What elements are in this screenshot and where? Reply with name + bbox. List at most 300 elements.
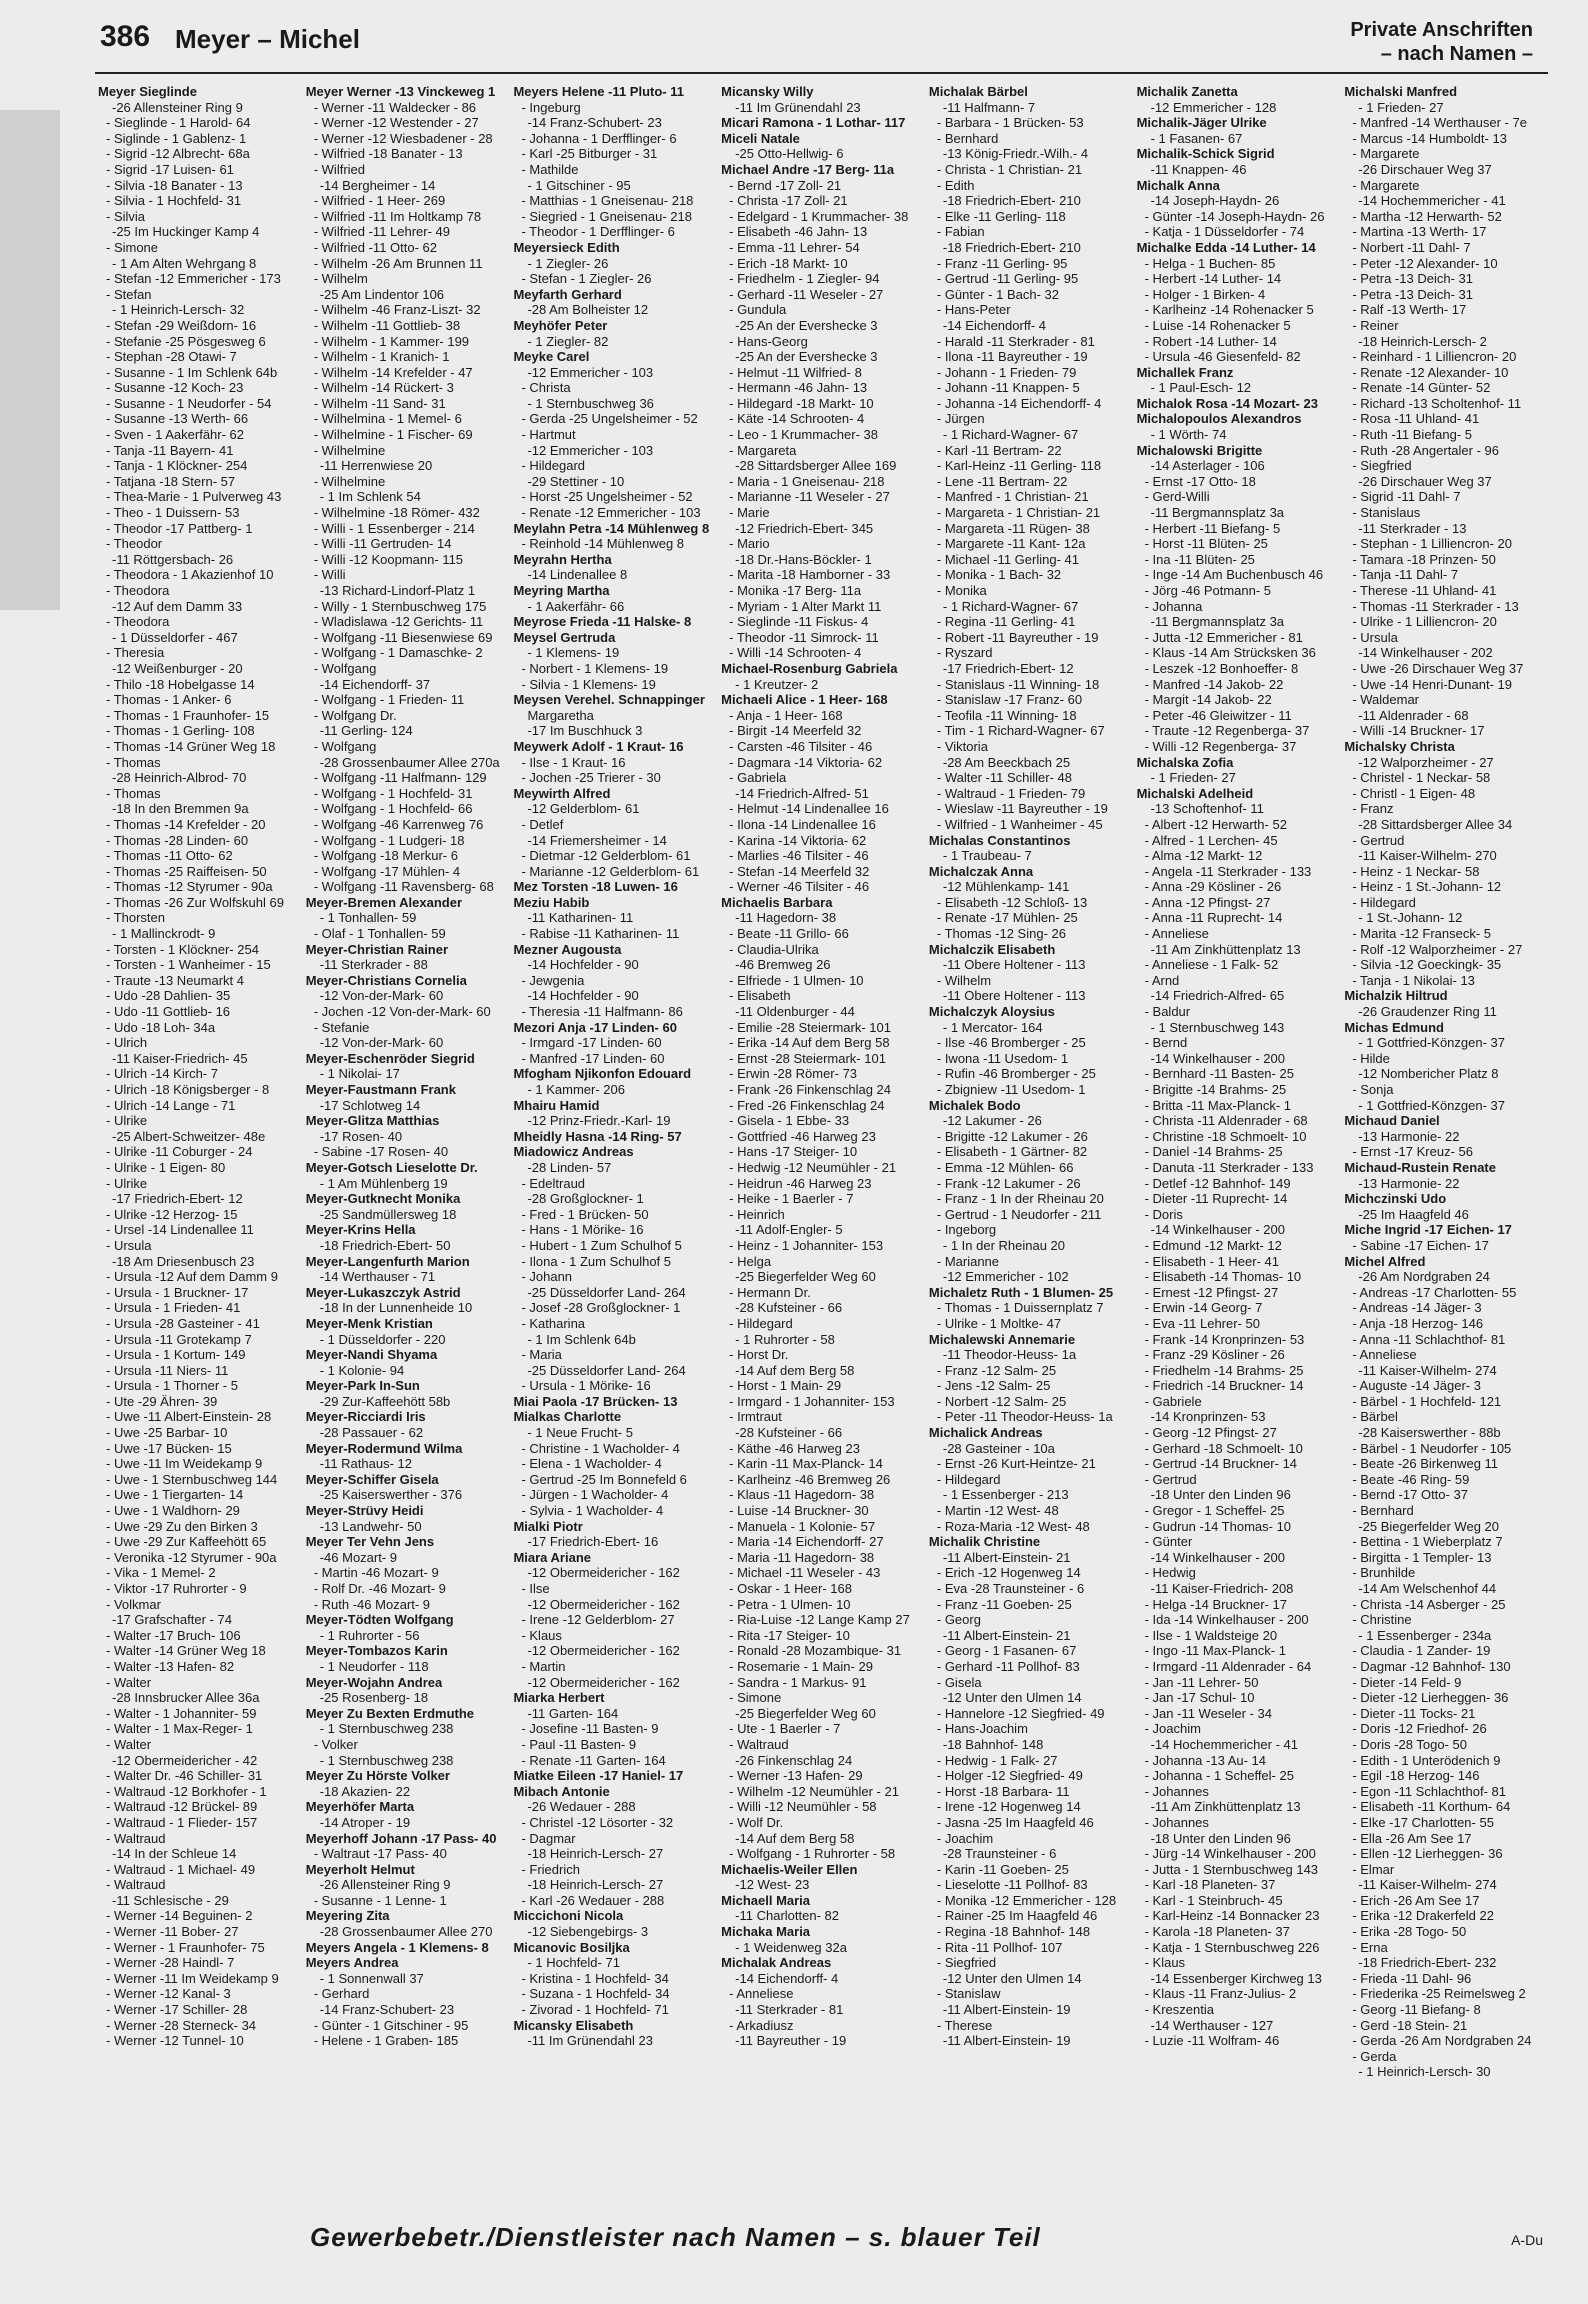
person-entry: - Bernd -17 Zoll- 21 (729, 177, 842, 193)
person-entry: - Marlies -46 Tilsiter - 46 (729, 848, 869, 864)
page-number: 386 (100, 20, 151, 53)
person-entry: - Hildegard (729, 1315, 793, 1331)
person-entry: - Ernst -26 Kurt-Heintze- 21 (936, 1456, 1096, 1472)
address-line: -14 Kronprinzen- 53 (1150, 1409, 1266, 1425)
person-entry: - Frank -12 Lakumer - 26 (936, 1175, 1081, 1191)
address-line: - 1 Gottfried-Könzgen- 37 (1358, 1035, 1506, 1051)
address-line: -11 Obere Holtener - 113 (942, 957, 1086, 973)
person-entry: - Ursula (1352, 629, 1398, 645)
person-entry: - Johann -11 Knappen- 5 (936, 380, 1080, 396)
person-entry: - Suzana - 1 Hochfeld- 34 (521, 1986, 670, 2002)
person-entry: - Brigitte -14 Brahms- 25 (1144, 1082, 1287, 1097)
person-entry: - Christine - 1 Wacholder- 4 (521, 1440, 680, 1456)
person-entry: - Ilse - 1 Waldsteige 20 (1144, 1627, 1278, 1643)
person-entry: - Margit -14 Jakob- 22 (1144, 692, 1272, 708)
address-line: -17 Friedrich-Ebert- 12 (942, 660, 1074, 676)
person-entry: - Margarete (1352, 177, 1420, 193)
person-entry: - Udo -11 Gottlieb- 16 (106, 1004, 231, 1020)
person-entry: - Gertrud (1144, 1471, 1197, 1487)
address-line: -28 Linden- 57 (527, 1159, 612, 1175)
person-entry: - Frank -14 Kronprinzen- 53 (1144, 1331, 1305, 1347)
surname-entry: Mfogham Njikonfon Edouard (513, 1066, 692, 1082)
person-entry: - Wolfgang -17 Mühlen- 4 (313, 863, 461, 879)
person-entry: - Walter -14 Grüner Weg 18 (106, 1643, 266, 1659)
surname-entry: Michaka Maria (721, 1924, 811, 1940)
surname-entry: Meyers Andrea (305, 1955, 399, 1971)
person-entry: - Johann - 1 Frieden- 79 (936, 364, 1077, 380)
person-entry: - Irmgard - 1 Johanniter- 153 (729, 1393, 895, 1409)
person-entry: - Anja -18 Herzog- 146 (1352, 1315, 1484, 1331)
person-entry: - Karl - 1 Steinbruch- 45 (1144, 1892, 1283, 1908)
address-line: -14 Lindenallee 8 (527, 567, 628, 583)
person-entry: - Ernst -28 Steiermark- 101 (729, 1050, 886, 1066)
surname-entry: Meyer Werner -13 Vinckeweg 1 (305, 84, 496, 99)
person-entry: - Rabise -11 Katharinen- 11 (521, 926, 680, 942)
person-entry: - Wilhelmine - 1 Fischer- 69 (313, 427, 473, 443)
person-entry: - Wilhelm -14 Krefelder - 47 (313, 364, 473, 380)
header-rule (95, 72, 1548, 74)
person-entry: - Andreas -17 Charlotten- 55 (1352, 1284, 1517, 1300)
person-entry: - Udo -18 Loh- 34a (106, 1019, 216, 1035)
surname-entry: Meyer Ter Vehn Jens (305, 1534, 435, 1550)
person-entry: - Willi - 1 Essenberger - 214 (313, 520, 475, 536)
person-entry: - Joachim (1144, 1721, 1201, 1737)
surname-entry: Michallek Franz (1136, 364, 1234, 380)
person-entry: - Tamara -18 Prinzen- 50 (1352, 551, 1496, 567)
column-5 (929, 84, 1133, 2194)
address-line: -11 Albert-Einstein- 21 (942, 1627, 1071, 1643)
person-entry: - Wolfgang (313, 738, 377, 754)
address-line: -11 Obere Holtener - 113 (942, 988, 1086, 1004)
address-line: - 1 Wörth- 74 (1150, 427, 1227, 443)
surname-entry: Meyer-Christian Rainer (305, 941, 449, 957)
address-line: -14 Auf dem Berg 58 (735, 1830, 855, 1846)
person-entry: - Silvia -12 Goeckingk- 35 (1352, 957, 1502, 973)
address-line: -14 Werthauser - 71 (319, 1269, 436, 1285)
address-line: - 1 Gitschiner - 95 (527, 177, 631, 193)
person-entry: - Claudia-Ulrika (729, 941, 819, 957)
surname-entry: Michalzik Hiltrud (1344, 988, 1448, 1004)
surname-entry: Michalek Bodo (928, 1097, 1021, 1113)
person-entry: - Günter - 1 Bach- 32 (936, 286, 1059, 302)
person-entry: - Stanislaus (1352, 505, 1421, 521)
address-line: - 1 Sonnenwall 37 (319, 1970, 424, 1986)
person-entry: - Karl -18 Planeten- 37 (1144, 1877, 1276, 1893)
person-entry: - Wilhelm -11 Sand- 31 (313, 395, 446, 411)
address-line: -13 Harmonie- 22 (1358, 1175, 1460, 1191)
person-entry: - Josef -28 Großglockner- 1 (521, 1300, 681, 1316)
person-entry: - Ulrich -14 Kirch- 7 (106, 1066, 218, 1082)
person-entry: - Werner -12 Wiesbadener - 28 (313, 130, 493, 146)
person-entry: - Brunhilde (1352, 1565, 1416, 1581)
address-line: -26 Dirschauer Weg 37 (1358, 473, 1492, 489)
address-line: - 1 Hochfeld- 71 (527, 1955, 620, 1971)
person-entry: - Ingeborg (936, 1222, 997, 1238)
person-entry: - Irmgard -11 Aldenrader - 64 (1144, 1658, 1312, 1674)
person-entry: - Franz -11 Goeben- 25 (936, 1596, 1072, 1612)
surname-entry: Meyer Zu Hörste Volker (305, 1768, 450, 1784)
address-line: -14 Franz-Schubert- 23 (527, 115, 662, 131)
person-entry: - Franz (1352, 801, 1394, 817)
person-entry: - Theodor -11 Simrock- 11 (729, 629, 879, 645)
person-entry: - Gabriela (729, 770, 787, 786)
person-entry: - Wolfgang Dr. (313, 707, 397, 723)
person-entry: - Herbert -14 Luther- 14 (1144, 271, 1282, 287)
person-entry: - Daniel -14 Brahms- 25 (1144, 1144, 1283, 1160)
person-entry: - Regina -11 Gerling- 41 (936, 614, 1076, 630)
address-line: -11 Adolf-Engler- 5 (735, 1222, 843, 1238)
person-entry: - Renate -14 Günter- 52 (1352, 380, 1491, 396)
person-entry: - Jürg -14 Winkelhauser - 200 (1144, 1846, 1316, 1862)
person-entry: - Marita -18 Hamborner - 33 (729, 567, 891, 583)
surname-entry: Mheidly Hasna -14 Ring- 57 (513, 1128, 682, 1144)
person-entry: - Wilfried -11 Im Holtkamp 78 (313, 208, 482, 224)
person-entry: - Karin -11 Max-Planck- 14 (729, 1456, 883, 1472)
person-entry: - Myriam - 1 Alter Markt 11 (729, 598, 882, 614)
person-entry: - Heidrun -46 Harweg 23 (729, 1175, 872, 1191)
person-entry: - Petra -13 Deich- 31 (1352, 286, 1473, 302)
person-entry: - Hans-Joachim (936, 1721, 1028, 1737)
person-entry: - Teofila -11 Winning- 18 (936, 707, 1077, 723)
person-entry: - Ursula -11 Niers- 11 (106, 1362, 229, 1378)
person-entry: - Siegried - 1 Gneisenau- 218 (521, 208, 692, 224)
person-entry: - Uwe -11 Albert-Einstein- 28 (106, 1409, 272, 1425)
column-4 (721, 84, 925, 2194)
address-line: - 1 Ziegler- 82 (527, 333, 609, 349)
person-entry: - Ulrich -18 Königsberger - 8 (106, 1082, 270, 1097)
address-line: - 1 Essenberger - 234a (1358, 1627, 1492, 1643)
address-line: -25 Rosenberg- 18 (319, 1690, 429, 1706)
person-entry: - Wolfgang - 1 Ludgeri- 18 (313, 832, 465, 848)
person-entry: - Christine -18 Schmoelt- 10 (1144, 1128, 1307, 1144)
person-entry: - Traute -13 Neumarkt 4 (106, 972, 244, 988)
person-entry: - Johannes (1144, 1783, 1209, 1799)
person-entry: - Norbert - 1 Klemens- 19 (521, 660, 669, 676)
person-entry: - Holger - 1 Birken- 4 (1144, 286, 1266, 302)
person-entry: - Wilfried -11 Lehrer- 49 (313, 224, 451, 240)
column-1 (98, 84, 302, 2194)
person-entry: - Sylvia - 1 Wacholder- 4 (521, 1503, 664, 1519)
person-entry: - Waltraud (106, 1830, 166, 1846)
person-entry: - Manfred -14 Werthauser - 7e (1352, 115, 1527, 131)
person-entry: - Elke -11 Gerling- 118 (936, 208, 1066, 224)
person-entry: - Bernd -17 Otto- 37 (1352, 1487, 1468, 1503)
person-entry: - Kreszentia (1144, 2002, 1214, 2018)
person-entry: - Richard -13 Scholtenhof- 11 (1352, 395, 1522, 411)
side-index-tab (0, 110, 60, 610)
address-line: -11 Sterkrader - 81 (735, 2002, 844, 2018)
person-entry: - Sandra - 1 Markus- 91 (729, 1674, 867, 1690)
person-entry: - Wilhelm - 1 Kammer- 199 (313, 333, 470, 349)
address-line: -14 Winkelhauser - 200 (1150, 1222, 1285, 1238)
person-entry: - Iwona -11 Usedom- 1 (936, 1050, 1069, 1066)
person-entry: - Helene - 1 Graben- 185 (313, 2033, 459, 2049)
person-entry: - Manfred -17 Linden- 60 (521, 1050, 665, 1066)
person-entry: - Waltraud - 1 Flieder- 157 (106, 1814, 258, 1830)
person-entry: - Uwe - 1 Waldhorn- 29 (106, 1503, 240, 1519)
person-entry: - Karlheinz -46 Bremweg 26 (729, 1471, 891, 1487)
person-entry: - Günter - 1 Gitschiner - 95 (313, 2017, 469, 2033)
person-entry: - Ulrich (106, 1035, 148, 1051)
address-line: -25 Kaiserswerther - 376 (319, 1487, 463, 1503)
person-entry: - Wladislawa -12 Gerichts- 11 (313, 614, 484, 630)
person-entry: - Friedhelm -14 Brahms- 25 (1144, 1362, 1304, 1378)
address-line: -18 Bahnhof- 148 (942, 1736, 1044, 1752)
person-entry: - Paul -11 Basten- 9 (521, 1736, 637, 1752)
person-entry: - Theodora (106, 583, 170, 598)
person-entry: - Wilhelm -11 Gottlieb- 38 (313, 317, 461, 333)
person-entry: - Karola -18 Planeten- 37 (1144, 1924, 1290, 1940)
person-entry: - Bernhard (936, 130, 999, 146)
surname-entry: Michalski Manfred (1344, 84, 1458, 99)
surname-entry: Meyer-Menk Kristian (305, 1315, 433, 1331)
person-entry: - Tanja - 1 Klöckner- 254 (106, 458, 248, 474)
address-line: - 1 Im Schlenk 54 (319, 489, 421, 505)
person-entry: - Rosemarie - 1 Main- 29 (729, 1658, 873, 1674)
person-entry: - Elisabeth -12 Schloß- 13 (936, 894, 1088, 910)
surname-entry: Meysel Gertruda (513, 629, 616, 645)
address-line: -11 Albert-Einstein- 19 (942, 2033, 1071, 2049)
person-entry: - Peter -46 Gleiwitzer - 11 (1144, 707, 1292, 723)
address-line: -28 Passauer - 62 (319, 1425, 424, 1441)
surname-entry: Meyer-Eschenröder Siegrid (305, 1050, 475, 1066)
person-entry: - Silvia - 1 Klemens- 19 (521, 676, 656, 692)
person-entry: - Willi -12 Neumühler - 58 (729, 1799, 877, 1815)
person-entry: - Stefan -29 Weißdorn- 16 (106, 317, 257, 333)
person-entry: - Martin (521, 1658, 566, 1674)
person-entry: - Eva -11 Lehrer- 50 (1144, 1315, 1260, 1331)
address-line: -14 Friedrich-Alfred- 65 (1150, 988, 1285, 1004)
person-entry: - Wolfgang -11 Halfmann- 129 (313, 770, 487, 786)
address-line: -12 Siebengebirgs- 3 (527, 1924, 649, 1940)
address-line: -25 Im Haagfeld 46 (1358, 1206, 1469, 1222)
person-entry: - Volker (313, 1736, 358, 1752)
surname-entry: Meyer-Krins Hella (305, 1222, 416, 1238)
person-entry: - Friederika -25 Reimelsweg 2 (1352, 1986, 1526, 2002)
person-entry: - Ingeburg (521, 99, 581, 115)
address-line: -14 Friemersheimer - 14 (527, 832, 667, 848)
person-entry: - Marita -12 Franseck- 5 (1352, 926, 1492, 942)
person-entry: - Margareta - 1 Christian- 21 (936, 505, 1101, 521)
person-entry: - Franz -12 Salm- 25 (936, 1362, 1057, 1378)
address-line: - 1 Kreutzer- 2 (735, 676, 819, 692)
person-entry: - Ilse - 1 Kraut- 16 (521, 754, 626, 770)
person-entry: - Sonja (1352, 1082, 1394, 1097)
surname-entry: Meyer-Tombazos Karin (305, 1643, 448, 1659)
surname-entry: Michalski Adelheid (1136, 785, 1254, 801)
person-entry: - Lieselotte -11 Pollhof- 83 (936, 1877, 1088, 1893)
person-entry: - Elisabeth -14 Thomas- 10 (1144, 1269, 1302, 1285)
address-line: -25 Biegerfelder Weg 20 (1358, 1518, 1499, 1534)
surname-entry: Michalska Zofia (1136, 754, 1234, 770)
address-line: -12 Friedrich-Ebert- 345 (735, 520, 874, 536)
address-line: -26 Wedauer - 288 (527, 1799, 636, 1815)
surname-entry: Meyer-Wojahn Andrea (305, 1674, 443, 1690)
surname-entry: Miai Paola -17 Brücken- 13 (513, 1393, 678, 1409)
person-entry: - Jochen -25 Trierer - 30 (521, 770, 661, 786)
person-entry: - Elena - 1 Wacholder- 4 (521, 1456, 662, 1472)
person-entry: - Silvia (106, 208, 146, 224)
person-entry: - Wilhelmine (313, 473, 386, 489)
surname-entry: Michaletz Ruth - 1 Blumen- 25 (928, 1284, 1114, 1300)
address-line: -11 Albert-Einstein- 19 (942, 2002, 1071, 2018)
person-entry: - Waltraud -12 Borkhofer - 1 (106, 1783, 267, 1799)
person-entry: - Theodor -17 Pattberg- 1 (106, 520, 253, 536)
person-entry: - Theresia (106, 645, 165, 661)
person-entry: - Karina -14 Viktoria- 62 (729, 832, 867, 848)
person-entry: - Horst -11 Blüten- 25 (1144, 536, 1268, 552)
person-entry: - Ilona - 1 Zum Schulhof 5 (521, 1253, 672, 1269)
surname-entry: Michaud-Rustein Renate (1344, 1159, 1496, 1175)
person-entry: - Dieter -12 Lierheggen- 36 (1352, 1690, 1509, 1706)
address-line: -12 Obermeidericher - 162 (527, 1596, 680, 1612)
person-entry: - Günter (1144, 1534, 1193, 1550)
person-entry: - Bernhard -11 Basten- 25 (1144, 1066, 1294, 1082)
person-entry: - Jürgen (936, 411, 985, 427)
person-entry: - Hilde (1352, 1050, 1390, 1066)
person-entry: - Zivorad - 1 Hochfeld- 71 (521, 2002, 669, 2018)
address-line: -11 Garten- 164 (527, 1705, 619, 1721)
person-entry: - Dagmara -14 Viktoria- 62 (729, 754, 883, 770)
surname-entry: Meyer-Gutknecht Monika (305, 1191, 461, 1207)
surname-entry: Meyer-Gotsch Lieselotte Dr. (305, 1159, 478, 1175)
person-entry: - Michael -11 Gerling- 41 (936, 551, 1079, 567)
person-entry: - Frank -26 Finkenschlag 24 (729, 1082, 892, 1097)
surname-entry: Meyer-Bremen Alexander (305, 894, 463, 910)
address-line: - 1 Heinrich-Lersch- 30 (1358, 2064, 1491, 2080)
person-entry: - Maria -14 Eichendorff- 27 (729, 1534, 884, 1550)
person-entry: - Klaus (1144, 1955, 1186, 1971)
person-entry: - Dieter -11 Ruprecht- 14 (1144, 1191, 1288, 1207)
person-entry: - Erich -18 Markt- 10 (729, 255, 848, 271)
person-entry: - Waltraud - 1 Michael- 49 (106, 1861, 256, 1877)
person-entry: - Johann (521, 1269, 573, 1285)
person-entry: - Simone (729, 1690, 782, 1706)
surname-entry: Meziu Habib (513, 894, 590, 910)
surname-entry: Micanovic Bosiljka (513, 1939, 630, 1955)
person-entry: - Karin -11 Goeben- 25 (936, 1861, 1069, 1877)
person-entry: - Frieda -11 Dahl- 96 (1352, 1970, 1472, 1986)
person-entry: - Margareta -11 Rügen- 38 (936, 520, 1090, 536)
address-line: -17 Friedrich-Ebert- 16 (527, 1534, 659, 1550)
address-line: -26 Graudenzer Ring 11 (1358, 1004, 1497, 1020)
person-entry: - Mario (729, 536, 770, 552)
address-line: -18 Heinrich-Lersch- 2 (1358, 333, 1487, 349)
person-entry: - Lene -11 Bertram- 22 (936, 473, 1068, 489)
person-entry: - Ursula - 1 Frieden- 41 (106, 1300, 241, 1316)
person-entry: - Walter -13 Hafen- 82 (106, 1658, 235, 1674)
address-line: - 1 Mercator- 164 (942, 1019, 1043, 1035)
person-entry: - Vika - 1 Memel- 2 (106, 1565, 216, 1581)
address-line: -14 Hochfelder - 90 (527, 988, 639, 1004)
person-entry: - Hildegard -18 Markt- 10 (729, 395, 874, 411)
person-entry: - Gerda (1352, 2048, 1397, 2064)
column-3 (513, 84, 717, 2194)
surname-entry: Mez Torsten -18 Luwen- 16 (513, 879, 678, 895)
person-entry: - Beate -46 Ring- 59 (1352, 1471, 1470, 1487)
person-entry: - Bettina - 1 Wieberplatz 7 (1352, 1534, 1503, 1550)
person-entry: - Ulrike - 1 Moltke- 47 (936, 1315, 1062, 1331)
person-entry: - Andreas -14 Jäger- 3 (1352, 1300, 1482, 1316)
person-entry: - Ernst -17 Otto- 18 (1144, 473, 1256, 489)
person-entry: - Ralf -13 Werth- 17 (1352, 302, 1467, 318)
person-entry: - Georg (936, 1612, 981, 1628)
person-entry: - Walter - 1 Max-Reger- 1 (106, 1721, 253, 1737)
person-entry: - Uwe -25 Barbar- 10 (106, 1425, 228, 1441)
person-entry: - Tanja -11 Dahl- 7 (1352, 567, 1459, 583)
person-entry: - Gertrud -14 Bruckner- 14 (1144, 1456, 1298, 1472)
surname-entry: Michalsky Christa (1344, 738, 1455, 754)
person-entry: - Uwe -17 Bücken- 15 (106, 1440, 232, 1456)
person-entry: - Ulrike (106, 1175, 148, 1191)
surname-entry: Miatke Eileen -17 Haniel- 17 (513, 1768, 684, 1784)
person-entry: - Stanislaw -17 Franz- 60 (936, 692, 1083, 708)
person-entry: - Christel -12 Lösorter - 32 (521, 1814, 674, 1830)
person-entry: - Waltraud (106, 1877, 166, 1893)
person-entry: - Wolfgang (313, 660, 377, 676)
person-entry: - Martin -12 West- 48 (936, 1503, 1059, 1519)
address-line: -11 Halfmann- 7 (942, 99, 1036, 115)
person-entry: - Claudia - 1 Zander- 19 (1352, 1643, 1491, 1659)
person-entry: - Jasna -25 Im Haagfeld 46 (936, 1814, 1094, 1830)
person-entry: - Marie (729, 505, 770, 521)
surname-entry: Mezori Anja -17 Linden- 60 (513, 1019, 677, 1035)
person-entry: - Werner - 1 Fraunhofer- 75 (106, 1939, 265, 1955)
person-entry: - Ernst -17 Kreuz- 56 (1352, 1144, 1473, 1160)
address-line: - 1 Gottfried-Könzgen- 37 (1358, 1097, 1506, 1113)
surname-entry: Michalopoulos Alexandros (1136, 411, 1302, 427)
surname-entry: Michalk Anna (1136, 177, 1220, 193)
address-line: -11 Oldenburger - 44 (735, 1004, 855, 1020)
address-line: -18 Friedrich-Ebert- 232 (1358, 1955, 1497, 1971)
person-entry: - Rosa -11 Uhland- 41 (1352, 411, 1480, 427)
address-line: - 1 Neudorfer - 118 (319, 1658, 429, 1674)
person-entry: - Martha -12 Herwarth- 52 (1352, 208, 1502, 224)
person-entry: - Heinz - 1 St.-Johann- 12 (1352, 879, 1502, 895)
surname-entry: Michalczik Elisabeth (928, 941, 1056, 957)
person-entry: - Siglinde - 1 Gablenz- 1 (106, 130, 247, 146)
surname-entry: Michalczak Anna (928, 863, 1034, 879)
address-line: - 1 Weidenweg 32a (735, 1939, 847, 1955)
surname-entry: Michalik-Schick Sigrid (1136, 146, 1275, 162)
person-entry: - Leo - 1 Krummacher- 38 (729, 427, 878, 443)
person-entry: - Johanna - 1 Derfflinger- 6 (521, 130, 677, 146)
person-entry: - Harald -11 Sterkrader - 81 (936, 333, 1095, 349)
person-entry: - Udo -28 Dahlien- 35 (106, 988, 231, 1004)
address-line: -12 West- 23 (735, 1877, 810, 1893)
person-entry: - Sabine -17 Eichen- 17 (1352, 1237, 1489, 1253)
person-entry: - Ursula -28 Gasteiner - 41 (106, 1315, 260, 1331)
surname-entry: Michalas Constantinos (928, 832, 1071, 848)
person-entry: - Thomas -12 Styrumer - 90a (106, 879, 273, 895)
person-entry: - Hildegard (936, 1471, 1001, 1487)
person-entry: - Anna -11 Schlachthof- 81 (1352, 1331, 1506, 1347)
address-line: -14 Werthauser - 127 (1150, 2017, 1274, 2033)
person-entry: - Werner -12 Westender - 27 (313, 115, 479, 131)
person-entry: - Bernd (1144, 1035, 1188, 1051)
person-entry: - Friedrich (521, 1861, 580, 1877)
person-entry: - Thorsten (106, 910, 166, 926)
address-line: -11 Sterkrader - 88 (319, 957, 428, 973)
address-line: - 1 Frieden- 27 (1358, 99, 1444, 115)
address-line: - 1 Ziegler- 26 (527, 255, 609, 271)
person-entry: - Werner -12 Kanal- 3 (106, 1986, 231, 2002)
person-entry: - Willy - 1 Sternbuschweg 175 (313, 598, 487, 614)
address-line: -18 Am Driesenbusch 23 (112, 1253, 255, 1269)
person-entry: - Helmut -14 Lindenallee 16 (729, 801, 889, 817)
surname-entry: Micansky Willy (721, 84, 814, 99)
person-entry: - Erwin -28 Römer- 73 (729, 1066, 858, 1082)
